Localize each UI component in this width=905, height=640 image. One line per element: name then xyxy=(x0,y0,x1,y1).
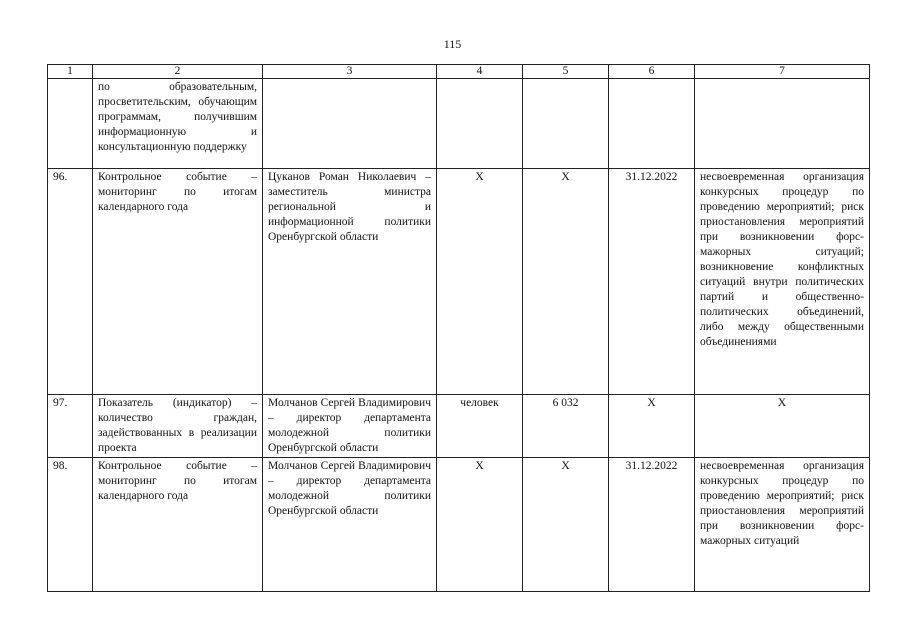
row-number: 97. xyxy=(48,395,93,458)
document-table xyxy=(47,64,870,592)
table-row-96 xyxy=(48,169,870,395)
unit-cell: человек xyxy=(437,395,523,458)
value-cell: Х xyxy=(523,458,609,592)
column-header-6: 6 xyxy=(609,65,695,79)
page-number: 115 xyxy=(443,37,462,51)
column-header-3: 3 xyxy=(263,65,437,79)
table-row-98 xyxy=(48,458,870,592)
row-number xyxy=(48,79,93,169)
event-cell: Контрольное событие – мониторинг по итогам календарного года xyxy=(93,458,263,592)
column-header-7: 7 xyxy=(695,65,870,79)
unit-cell: Х xyxy=(437,169,523,395)
column-header-2: 2 xyxy=(93,65,263,79)
table-header-row xyxy=(48,65,870,79)
event-cell: Показатель (индикатор) – количество граждан, задействованных в реализации проекта xyxy=(93,395,263,458)
column-header-5: 5 xyxy=(523,65,609,79)
table-row-continuation xyxy=(48,79,870,169)
value-cell: Х xyxy=(523,169,609,395)
date-cell: Х xyxy=(609,395,695,458)
responsible-cell: Молчанов Сергей Владимирович – директор департамента молодежной политики Оренбургской области xyxy=(263,458,437,592)
value-cell xyxy=(523,79,609,169)
table-row-97 xyxy=(48,395,870,458)
unit-cell xyxy=(437,79,523,169)
risks-cell: несвоевременная организация конкурсных процедур по проведению мероприятий; риск приостановления мероприятий при возникновении форс-мажорных ситуаций; возникновение конфликтных ситуаций внутри политических партий и общественно-политических объединений, либо между общественными объединениями xyxy=(695,169,870,395)
event-cell: Контрольное событие – мониторинг по итогам календарного года xyxy=(93,169,263,395)
event-cell: по образовательным, просветительским, обучающим программам, получившим информационную и консультационную поддержку xyxy=(93,79,263,169)
row-number: 98. xyxy=(48,458,93,592)
responsible-cell xyxy=(263,79,437,169)
date-cell: 31.12.2022 xyxy=(609,169,695,395)
risks-cell: несвоевременная организация конкурсных процедур по проведению мероприятий; риск приостановления мероприятий при возникновении форс-мажорных ситуаций xyxy=(695,458,870,592)
value-cell: 6 032 xyxy=(523,395,609,458)
row-number: 96. xyxy=(48,169,93,395)
unit-cell: Х xyxy=(437,458,523,592)
column-header-1: 1 xyxy=(48,65,93,79)
risks-cell: Х xyxy=(695,395,870,458)
responsible-cell: Молчанов Сергей Владимирович – директор департамента молодежной политики Оренбургской области xyxy=(263,395,437,458)
date-cell xyxy=(609,79,695,169)
date-cell: 31.12.2022 xyxy=(609,458,695,592)
column-header-4: 4 xyxy=(437,65,523,79)
risks-cell xyxy=(695,79,870,169)
responsible-cell: Цуканов Роман Николаевич – заместитель министра региональной и информационной политики Оренбургской области xyxy=(263,169,437,395)
